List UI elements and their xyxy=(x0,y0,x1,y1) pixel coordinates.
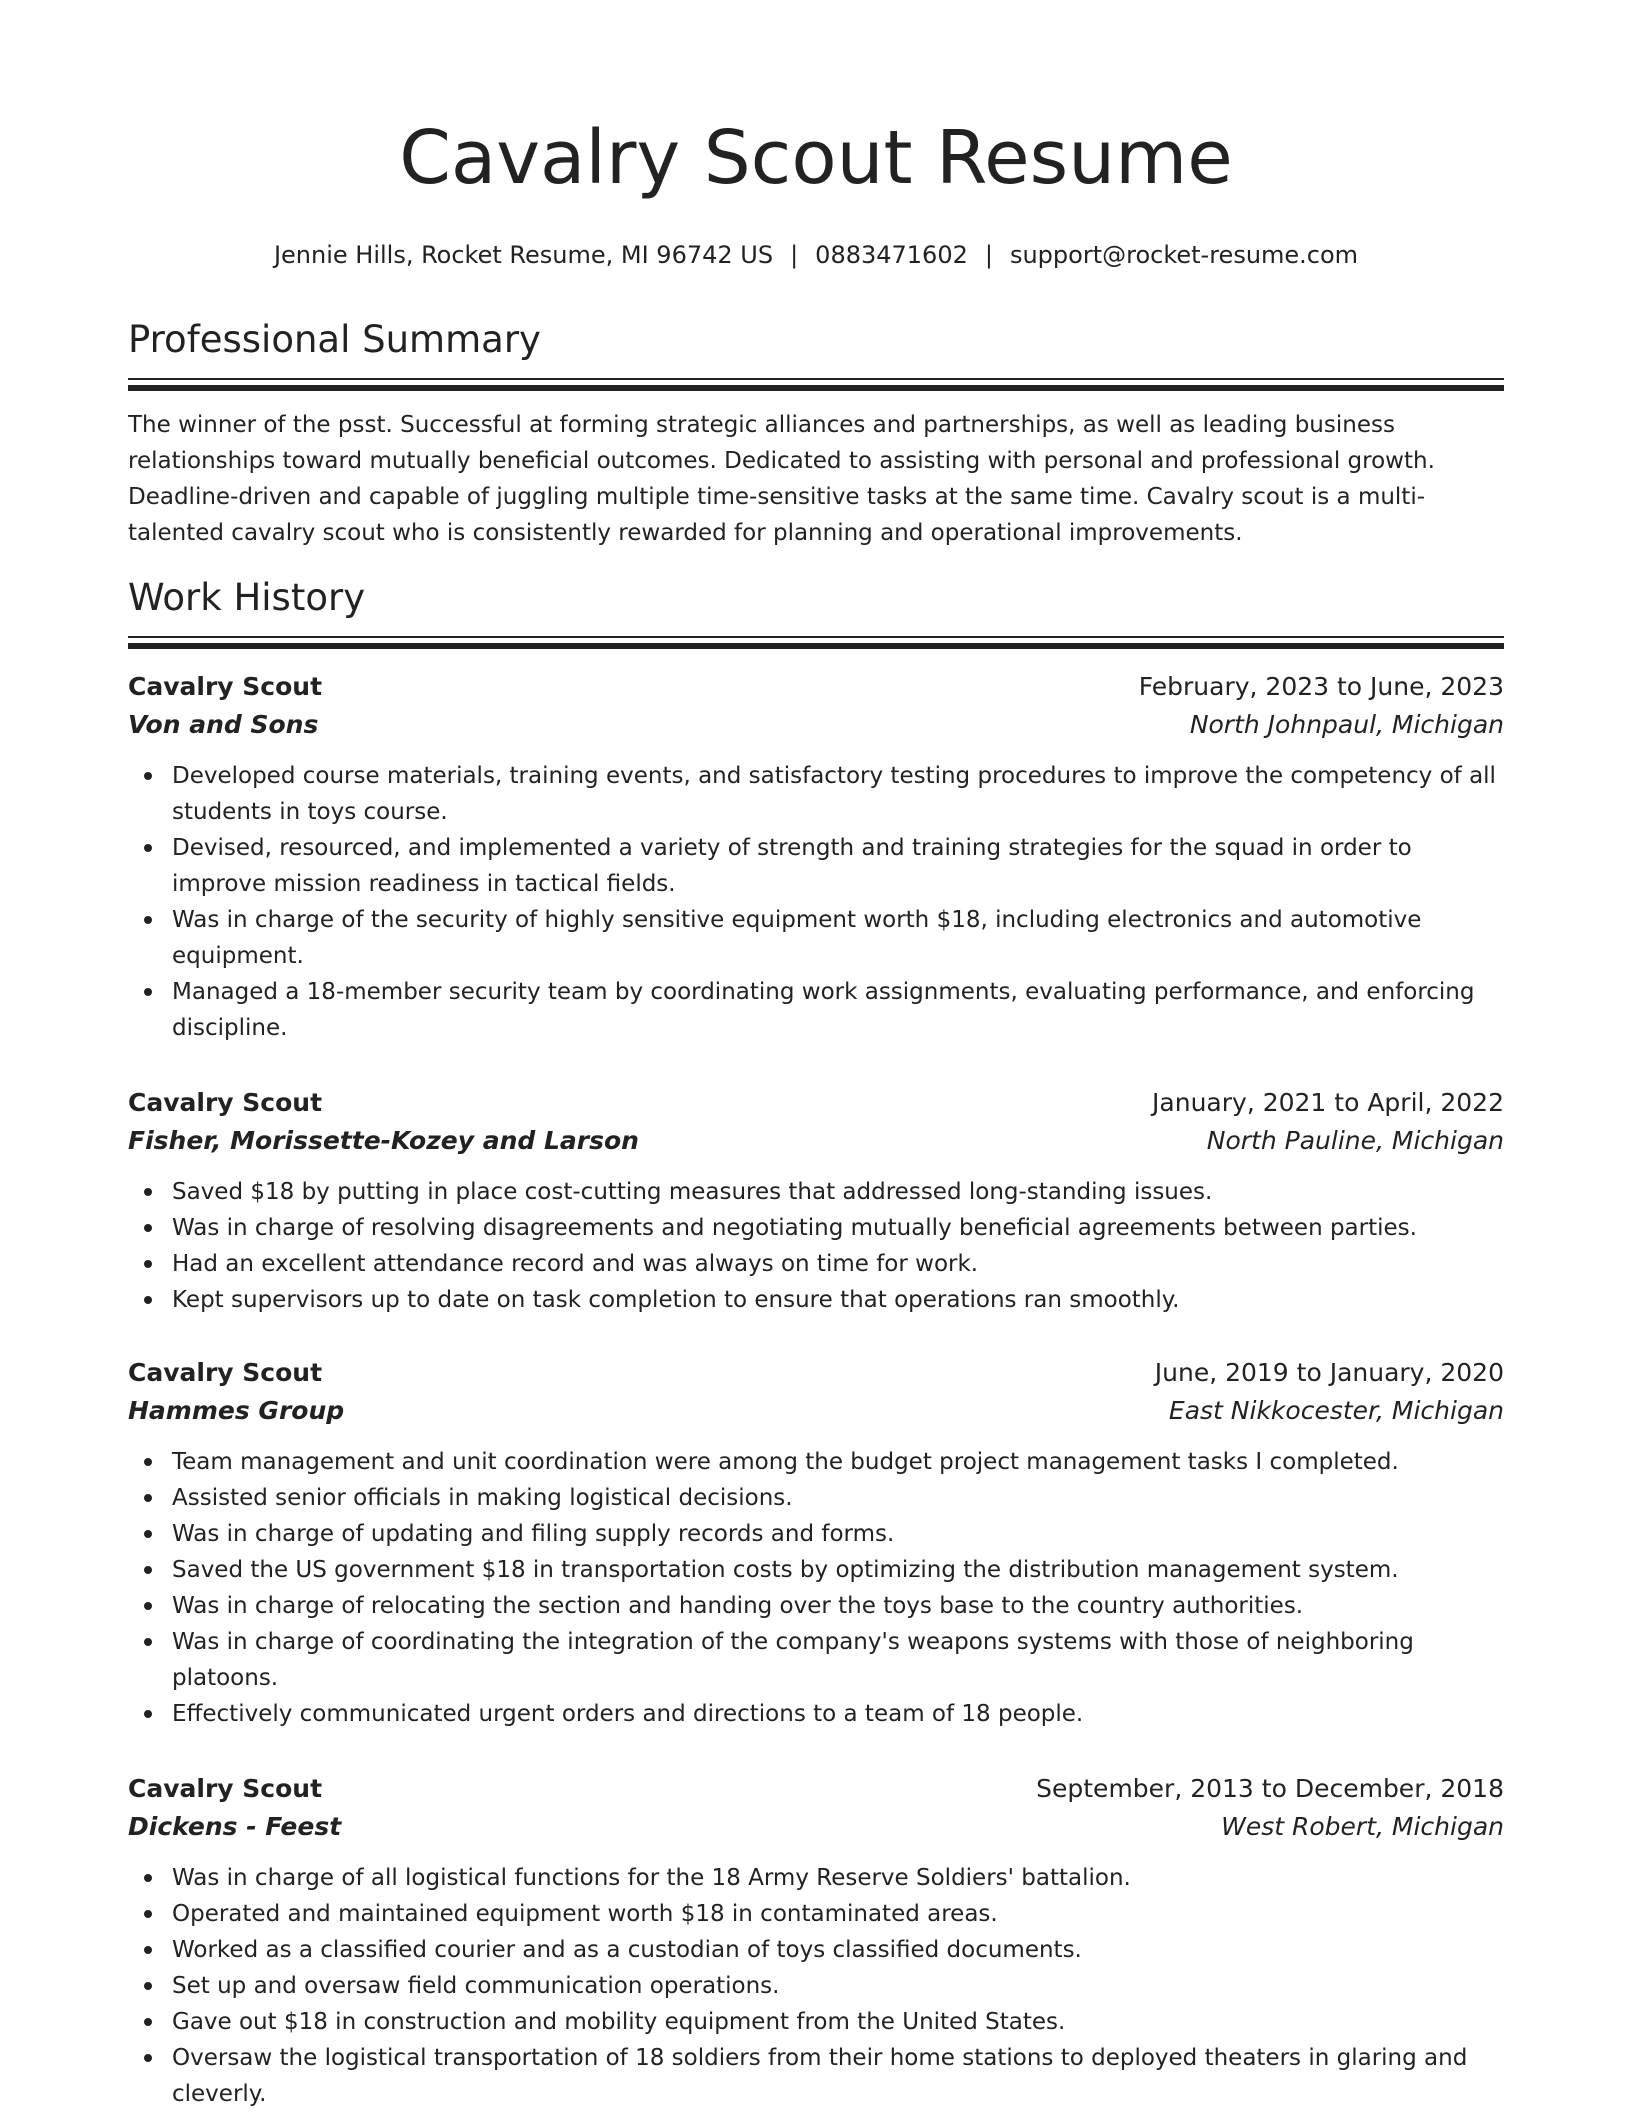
job-subheader-row xyxy=(128,1392,1504,1430)
section-heading-work-history: Work History xyxy=(128,576,366,619)
job-bullet: Worked as a classified courier and as a custodian of toys classified documents. xyxy=(128,1932,1504,1968)
contact-phone: 0883471602 xyxy=(815,241,968,269)
job-dates: January, 2021 to April, 2022 xyxy=(1152,1088,1504,1117)
job-bullet: Devised, resourced, and implemented a variety of strength and training strategies for the squad in order to improve mission readiness in tactical fields. xyxy=(128,830,1504,902)
job-bullet: Set up and oversaw field communication operations. xyxy=(128,1968,1504,2004)
contact-address: Jennie Hills, Rocket Resume, MI 96742 US xyxy=(273,241,774,269)
job-bullet: Was in charge of the security of highly sensitive equipment worth $18, including electronics and automotive equipment. xyxy=(128,902,1504,974)
job-title: Cavalry Scout xyxy=(128,1774,323,1803)
job-company: Von and Sons xyxy=(128,710,319,739)
job-bullet: Saved $18 by putting in place cost-cutting measures that addressed long-standing issues. xyxy=(128,1174,1504,1210)
resume-title: Cavalry Scout Resume xyxy=(399,115,1233,201)
job-entry xyxy=(128,1354,1504,1732)
job-subheader-row xyxy=(128,706,1504,744)
contact-line xyxy=(128,240,1504,271)
divider-thick-line xyxy=(128,643,1504,649)
job-company: Fisher, Morissette-Kozey and Larson xyxy=(128,1126,639,1155)
job-subheader-row xyxy=(128,1122,1504,1160)
job-bullet: Assisted senior officials in making logistical decisions. xyxy=(128,1480,1504,1516)
job-bullet: Gave out $18 in construction and mobility equipment from the United States. xyxy=(128,2004,1504,2040)
section-divider xyxy=(128,378,1504,392)
job-title: Cavalry Scout xyxy=(128,672,323,701)
job-dates: September, 2013 to December, 2018 xyxy=(1036,1774,1504,1803)
job-bullet: Saved the US government $18 in transportation costs by optimizing the distribution management system. xyxy=(128,1552,1504,1588)
job-header-row xyxy=(128,1354,1504,1392)
job-header-row xyxy=(128,1770,1504,1808)
job-bullet: Was in charge of all logistical functions for the 18 Army Reserve Soldiers' battalion. xyxy=(128,1860,1504,1896)
job-bullet-list xyxy=(128,1444,1504,1732)
job-title: Cavalry Scout xyxy=(128,1358,323,1387)
job-bullet: Kept supervisors up to date on task completion to ensure that operations ran smoothly. xyxy=(128,1282,1504,1318)
job-bullet: Was in charge of updating and filing supply records and forms. xyxy=(128,1516,1504,1552)
job-bullet-list xyxy=(128,1860,1504,2112)
job-bullet: Had an excellent attendance record and was always on time for work. xyxy=(128,1246,1504,1282)
job-dates: June, 2019 to January, 2020 xyxy=(1154,1358,1504,1387)
section-heading-summary: Professional Summary xyxy=(128,318,541,361)
job-bullet-list xyxy=(128,758,1504,1046)
job-dates: February, 2023 to June, 2023 xyxy=(1138,672,1504,701)
job-location: West Robert, Michigan xyxy=(1221,1812,1504,1841)
job-bullet: Team management and unit coordination were among the budget project management tasks I completed. xyxy=(128,1444,1504,1480)
job-bullet: Managed a 18-member security team by coordinating work assignments, evaluating performance, and enforcing discipline. xyxy=(128,974,1504,1046)
contact-separator: | xyxy=(984,241,993,269)
job-entry xyxy=(128,668,1504,1046)
job-bullet: Operated and maintained equipment worth $18 in contaminated areas. xyxy=(128,1896,1504,1932)
job-entry xyxy=(128,1084,1504,1318)
divider-thin-line xyxy=(128,636,1504,638)
job-bullet-list xyxy=(128,1174,1504,1318)
job-entry xyxy=(128,1770,1504,2112)
job-bullet: Was in charge of resolving disagreements and negotiating mutually beneficial agreements between parties. xyxy=(128,1210,1504,1246)
summary-text: The winner of the psst. Successful at forming strategic alliances and partnerships, as well as leading business relationships toward mutually beneficial outcomes. Dedicated to assisting with personal and professional growth. Deadline-driven and capable of juggling multiple time-sensitive tasks at the same time. Cavalry scout is a multi-talented cavalry scout who is consistently rewarded for planning and operational improvements. xyxy=(128,412,1435,546)
job-location: North Johnpaul, Michigan xyxy=(1189,710,1504,739)
job-bullet: Was in charge of relocating the section and handing over the toys base to the country authorities. xyxy=(128,1588,1504,1624)
job-header-row xyxy=(128,668,1504,706)
job-subheader-row xyxy=(128,1808,1504,1846)
resume-page xyxy=(128,0,1504,2112)
job-bullet: Effectively communicated urgent orders and directions to a team of 18 people. xyxy=(128,1696,1504,1732)
contact-email: support@rocket-resume.com xyxy=(1009,241,1359,269)
section-divider xyxy=(128,636,1504,650)
job-bullet: Oversaw the logistical transportation of 18 soldiers from their home stations to deployed theaters in glaring and cleverly. xyxy=(128,2040,1504,2112)
job-header-row xyxy=(128,1084,1504,1122)
job-bullet: Was in charge of coordinating the integration of the company's weapons systems with those of neighboring platoons. xyxy=(128,1624,1504,1696)
job-title: Cavalry Scout xyxy=(128,1088,323,1117)
job-location: North Pauline, Michigan xyxy=(1206,1126,1504,1155)
job-company: Dickens - Feest xyxy=(128,1812,342,1841)
job-company: Hammes Group xyxy=(128,1396,345,1425)
job-bullet: Developed course materials, training events, and satisfactory testing procedures to improve the competency of all students in toys course. xyxy=(128,758,1504,830)
divider-thick-line xyxy=(128,385,1504,391)
divider-thin-line xyxy=(128,378,1504,380)
job-location: East Nikkocester, Michigan xyxy=(1168,1396,1504,1425)
contact-separator: | xyxy=(790,241,799,269)
